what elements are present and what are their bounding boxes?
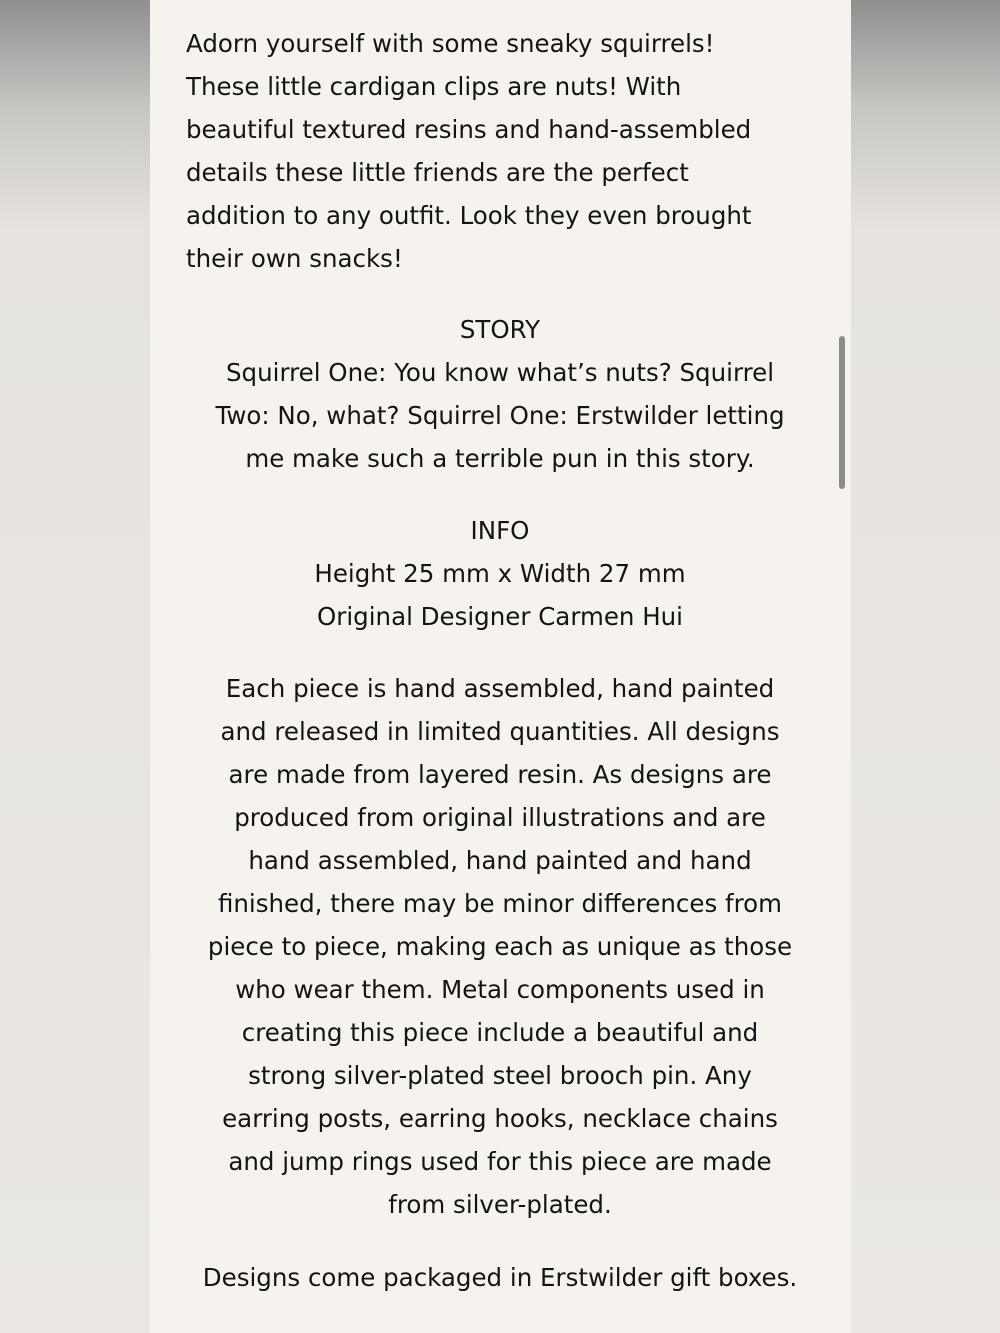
story-line: Two: No, what? Squirrel One: Erstwilder letting (215, 401, 785, 430)
story-line: me make such a terrible pun in this story. (245, 444, 755, 473)
description-line: addition to any outfit. Look they even brought (186, 201, 752, 230)
description-line: beautiful textured resins and hand-assembled (186, 115, 752, 144)
description-line: These little cardigan clips are nuts! With (186, 72, 682, 101)
story-section (190, 308, 810, 480)
product-description (186, 22, 826, 280)
craft-line: are made from layered resin. As designs are (228, 760, 772, 789)
scrollbar-thumb[interactable] (839, 336, 845, 489)
packaging-section (190, 1256, 810, 1299)
craft-line: from silver-plated. (388, 1190, 612, 1219)
craft-line: earring posts, earring hooks, necklace chains (222, 1104, 778, 1133)
packaging-text: Designs come packaged in Erstwilder gift boxes. (202, 1263, 798, 1292)
craft-line: finished, there may be minor differences from (217, 889, 783, 918)
craft-line: and jump rings used for this piece are made (228, 1147, 772, 1176)
craft-section (190, 667, 810, 1226)
craft-line: who wear them. Metal components used in (235, 975, 765, 1004)
description-line: their own snacks! (186, 244, 403, 273)
info-heading: INFO (470, 516, 530, 545)
craft-line: and released in limited quantities. All designs (220, 717, 780, 746)
craft-line: strong silver-plated steel brooch pin. Any (248, 1061, 752, 1090)
info-dimensions: Height 25 mm x Width 27 mm (314, 559, 686, 588)
craft-line: produced from original illustrations and are (234, 803, 766, 832)
craft-line: hand assembled, hand painted and hand (248, 846, 752, 875)
story-heading: STORY (459, 315, 541, 344)
craft-line: piece to piece, making each as unique as those (207, 932, 793, 961)
craft-line: Each piece is hand assembled, hand painted (225, 674, 775, 703)
info-section (190, 509, 810, 638)
craft-line: creating this piece include a beautiful and (241, 1018, 759, 1047)
info-designer: Original Designer Carmen Hui (317, 602, 683, 631)
description-line: Adorn yourself with some sneaky squirrels! (186, 29, 715, 58)
description-line: details these little friends are the perfect (186, 158, 689, 187)
story-line: Squirrel One: You know what’s nuts? Squirrel (226, 358, 774, 387)
